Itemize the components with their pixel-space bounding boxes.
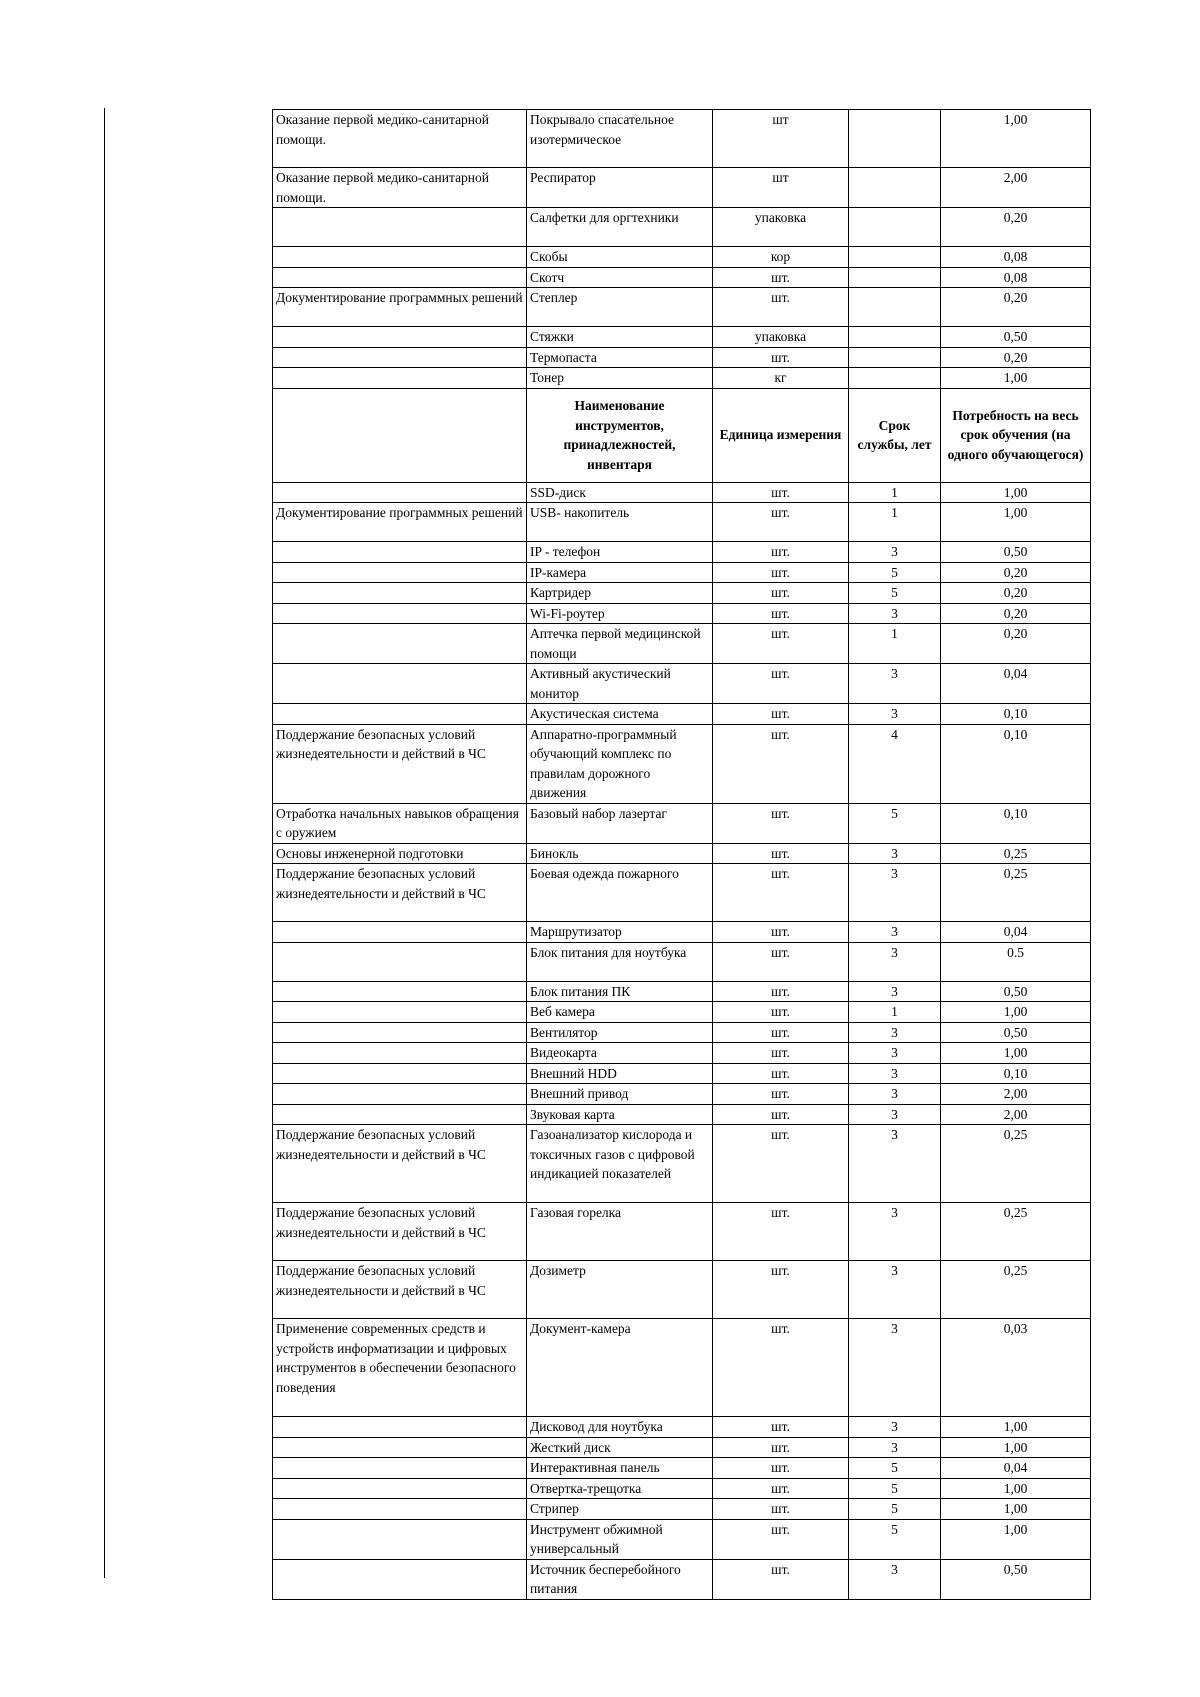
unit-cell: шт. [713, 942, 849, 981]
term-cell: 3 [849, 704, 941, 725]
quantity-cell: 0,25 [941, 1125, 1091, 1203]
table-row [273, 542, 1091, 563]
term-cell: 3 [849, 1063, 941, 1084]
subject-cell [273, 624, 527, 664]
table-row [273, 1261, 1091, 1319]
unit-cell: шт. [713, 724, 849, 803]
subject-cell: Применение современных средств и устройств информатизации и цифровых инструментов в обеспечении безопасного поведения [273, 1319, 527, 1417]
subject-cell [273, 368, 527, 389]
table-row [273, 1002, 1091, 1023]
quantity-cell: 0,20 [941, 208, 1091, 247]
quantity-cell: 1,00 [941, 1499, 1091, 1520]
term-cell: 3 [849, 1043, 941, 1064]
unit-cell: шт. [713, 1519, 849, 1559]
header-term-cell: Срок службы, лет [849, 388, 941, 482]
unit-cell: шт. [713, 843, 849, 864]
term-cell: 3 [849, 843, 941, 864]
unit-cell: упаковка [713, 327, 849, 348]
subject-cell [273, 1437, 527, 1458]
unit-cell: шт. [713, 1084, 849, 1105]
table-row [273, 347, 1091, 368]
unit-cell: шт. [713, 1125, 849, 1203]
term-cell: 3 [849, 1203, 941, 1261]
header-empty-cell [273, 388, 527, 482]
unit-cell: шт. [713, 288, 849, 327]
item-name-cell: Термопаста [527, 347, 713, 368]
subject-cell [273, 603, 527, 624]
subject-cell [273, 347, 527, 368]
subject-cell: Оказание первой медико-санитарной помощи. [273, 168, 527, 208]
item-name-cell: Активный акустический монитор [527, 664, 713, 704]
subject-cell [273, 267, 527, 288]
item-name-cell: USB- накопитель [527, 503, 713, 542]
item-name-cell: Внешний привод [527, 1084, 713, 1105]
item-name-cell: Тонер [527, 368, 713, 389]
table-row [273, 1478, 1091, 1499]
subject-cell [273, 1499, 527, 1520]
term-cell: 5 [849, 1458, 941, 1479]
quantity-cell: 0,08 [941, 267, 1091, 288]
item-name-cell: SSD-диск [527, 482, 713, 503]
table-row [273, 110, 1091, 168]
subject-cell [273, 981, 527, 1002]
unit-cell: шт. [713, 1319, 849, 1417]
quantity-cell: 1,00 [941, 110, 1091, 168]
term-cell: 3 [849, 1319, 941, 1417]
term-cell [849, 110, 941, 168]
unit-cell: шт. [713, 664, 849, 704]
subject-cell [273, 704, 527, 725]
item-name-cell: Дозиметр [527, 1261, 713, 1319]
term-cell: 3 [849, 1417, 941, 1438]
table-row [273, 368, 1091, 389]
term-cell: 3 [849, 1437, 941, 1458]
quantity-cell: 1,00 [941, 1437, 1091, 1458]
item-name-cell: Интерактивная панель [527, 1458, 713, 1479]
quantity-cell: 0,04 [941, 664, 1091, 704]
term-cell: 3 [849, 1559, 941, 1599]
subject-cell [273, 542, 527, 563]
quantity-cell: 0,50 [941, 327, 1091, 348]
unit-cell: шт. [713, 803, 849, 843]
unit-cell: шт. [713, 1437, 849, 1458]
quantity-cell: 0,50 [941, 981, 1091, 1002]
term-cell: 3 [849, 603, 941, 624]
term-cell: 3 [849, 1022, 941, 1043]
unit-cell: шт. [713, 981, 849, 1002]
table-header-row [273, 388, 1091, 482]
table-row [273, 803, 1091, 843]
term-cell: 5 [849, 803, 941, 843]
subject-cell: Поддержание безопасных условий жизнедеятельности и действий в ЧС [273, 864, 527, 922]
quantity-cell: 2,00 [941, 168, 1091, 208]
unit-cell: шт. [713, 583, 849, 604]
subject-cell: Поддержание безопасных условий жизнедеятельности и действий в ЧС [273, 1203, 527, 1261]
subject-cell [273, 1002, 527, 1023]
unit-cell: шт. [713, 1478, 849, 1499]
table-row [273, 503, 1091, 542]
item-name-cell: Боевая одежда пожарного [527, 864, 713, 922]
term-cell [849, 267, 941, 288]
unit-cell: шт. [713, 1417, 849, 1438]
table-row [273, 1319, 1091, 1417]
subject-cell [273, 208, 527, 247]
table-row [273, 1437, 1091, 1458]
quantity-cell: 0,08 [941, 247, 1091, 268]
term-cell: 3 [849, 542, 941, 563]
table-row [273, 724, 1091, 803]
item-name-cell: Аппаратно-программный обучающий комплекс по правилам дорожного движения [527, 724, 713, 803]
subject-cell: Основы инженерной подготовки [273, 843, 527, 864]
term-cell: 1 [849, 624, 941, 664]
item-name-cell: Блок питания ПК [527, 981, 713, 1002]
subject-cell: Документирование программных решений [273, 288, 527, 327]
table-row [273, 1022, 1091, 1043]
term-cell: 1 [849, 503, 941, 542]
item-name-cell: Салфетки для оргтехники [527, 208, 713, 247]
table-row [273, 168, 1091, 208]
item-name-cell: Базовый набор лазертаг [527, 803, 713, 843]
table-row [273, 1203, 1091, 1261]
quantity-cell: 0,20 [941, 624, 1091, 664]
unit-cell: шт. [713, 1063, 849, 1084]
unit-cell: шт. [713, 624, 849, 664]
subject-cell [273, 664, 527, 704]
item-name-cell: Газоанализатор кислорода и токсичных газов с цифровой индикацией показателей [527, 1125, 713, 1203]
quantity-cell: 0,25 [941, 1261, 1091, 1319]
quantity-cell: 0,20 [941, 603, 1091, 624]
quantity-cell: 0,20 [941, 347, 1091, 368]
subject-cell [273, 1458, 527, 1479]
table-row [273, 327, 1091, 348]
subject-cell [273, 1104, 527, 1125]
quantity-cell: 0,25 [941, 864, 1091, 922]
subject-cell: Документирование программных решений [273, 503, 527, 542]
table-row [273, 1063, 1091, 1084]
unit-cell: шт. [713, 1261, 849, 1319]
quantity-cell: 1,00 [941, 1417, 1091, 1438]
quantity-cell: 0,10 [941, 704, 1091, 725]
quantity-cell: 0,25 [941, 1203, 1091, 1261]
term-cell: 3 [849, 664, 941, 704]
term-cell: 3 [849, 1104, 941, 1125]
unit-cell: кор [713, 247, 849, 268]
table-row [273, 267, 1091, 288]
item-name-cell: Бинокль [527, 843, 713, 864]
term-cell: 5 [849, 562, 941, 583]
table-row [273, 288, 1091, 327]
table-row [273, 208, 1091, 247]
subject-cell [273, 1519, 527, 1559]
table-row [273, 1458, 1091, 1479]
item-name-cell: Жесткий диск [527, 1437, 713, 1458]
term-cell [849, 347, 941, 368]
unit-cell: шт. [713, 922, 849, 943]
quantity-cell: 1,00 [941, 1519, 1091, 1559]
equipment-table [272, 109, 1091, 1600]
subject-cell [273, 482, 527, 503]
term-cell: 3 [849, 922, 941, 943]
quantity-cell: 1,00 [941, 503, 1091, 542]
subject-cell: Поддержание безопасных условий жизнедеятельности и действий в ЧС [273, 724, 527, 803]
item-name-cell: Внешний HDD [527, 1063, 713, 1084]
unit-cell: шт. [713, 603, 849, 624]
unit-cell: шт [713, 168, 849, 208]
table-row [273, 922, 1091, 943]
term-cell: 1 [849, 482, 941, 503]
table-row [273, 704, 1091, 725]
unit-cell: шт. [713, 1022, 849, 1043]
unit-cell: шт. [713, 1104, 849, 1125]
item-name-cell: Стяжки [527, 327, 713, 348]
unit-cell: шт. [713, 1458, 849, 1479]
term-cell: 1 [849, 1002, 941, 1023]
term-cell: 5 [849, 1519, 941, 1559]
quantity-cell: 1,00 [941, 482, 1091, 503]
unit-cell: шт. [713, 864, 849, 922]
term-cell [849, 327, 941, 348]
unit-cell: шт. [713, 482, 849, 503]
subject-cell [273, 1043, 527, 1064]
quantity-cell: 0,04 [941, 922, 1091, 943]
unit-cell: шт. [713, 704, 849, 725]
item-name-cell: Wi-Fi-роутер [527, 603, 713, 624]
table-row [273, 1417, 1091, 1438]
subject-cell [273, 247, 527, 268]
left-margin-line [104, 108, 105, 1578]
item-name-cell: Веб камера [527, 1002, 713, 1023]
quantity-cell: 0,50 [941, 542, 1091, 563]
header-unit-cell: Единица измерения [713, 388, 849, 482]
unit-cell: шт. [713, 562, 849, 583]
quantity-cell: 0,04 [941, 1458, 1091, 1479]
subject-cell [273, 942, 527, 981]
quantity-cell: 0,03 [941, 1319, 1091, 1417]
quantity-cell: 0,20 [941, 288, 1091, 327]
item-name-cell: Вентилятор [527, 1022, 713, 1043]
subject-cell [273, 922, 527, 943]
quantity-cell: 0,10 [941, 803, 1091, 843]
subject-cell [273, 327, 527, 348]
term-cell [849, 247, 941, 268]
term-cell [849, 288, 941, 327]
table-row [273, 942, 1091, 981]
subject-cell [273, 1063, 527, 1084]
quantity-cell: 2,00 [941, 1084, 1091, 1105]
table-row [273, 864, 1091, 922]
quantity-cell: 1,00 [941, 368, 1091, 389]
term-cell: 3 [849, 864, 941, 922]
item-name-cell: Документ-камера [527, 1319, 713, 1417]
item-name-cell: Маршрутизатор [527, 922, 713, 943]
term-cell: 3 [849, 942, 941, 981]
subject-cell [273, 1084, 527, 1105]
item-name-cell: Степлер [527, 288, 713, 327]
item-name-cell: Стрипер [527, 1499, 713, 1520]
term-cell [849, 368, 941, 389]
table-row [273, 1104, 1091, 1125]
term-cell: 5 [849, 1499, 941, 1520]
item-name-cell: Источник бесперебойного питания [527, 1559, 713, 1599]
table-row [273, 843, 1091, 864]
header-name-cell: Наименование инструментов, принадлежностей, инвентаря [527, 388, 713, 482]
term-cell [849, 168, 941, 208]
quantity-cell: 0,50 [941, 1022, 1091, 1043]
term-cell: 5 [849, 583, 941, 604]
subject-cell [273, 1478, 527, 1499]
quantity-cell: 1,00 [941, 1478, 1091, 1499]
table-row [273, 1084, 1091, 1105]
quantity-cell: 1,00 [941, 1043, 1091, 1064]
term-cell [849, 208, 941, 247]
quantity-cell: 0,25 [941, 843, 1091, 864]
quantity-cell: 0,10 [941, 724, 1091, 803]
subject-cell: Поддержание безопасных условий жизнедеятельности и действий в ЧС [273, 1125, 527, 1203]
unit-cell: шт. [713, 1043, 849, 1064]
table-row [273, 624, 1091, 664]
item-name-cell: Звуковая карта [527, 1104, 713, 1125]
unit-cell: шт. [713, 1203, 849, 1261]
item-name-cell: Покрывало спасательное изотермическое [527, 110, 713, 168]
table-row [273, 1499, 1091, 1520]
item-name-cell: Газовая горелка [527, 1203, 713, 1261]
term-cell: 4 [849, 724, 941, 803]
quantity-cell: 0,10 [941, 1063, 1091, 1084]
subject-cell: Отработка начальных навыков обращения с оружием [273, 803, 527, 843]
item-name-cell: Отвертка-трещотка [527, 1478, 713, 1499]
item-name-cell: IP-камера [527, 562, 713, 583]
term-cell: 3 [849, 981, 941, 1002]
table-row [273, 981, 1091, 1002]
unit-cell: кг [713, 368, 849, 389]
table-row [273, 1125, 1091, 1203]
subject-cell [273, 562, 527, 583]
item-name-cell: IP - телефон [527, 542, 713, 563]
table-row [273, 247, 1091, 268]
table-row [273, 1519, 1091, 1559]
subject-cell [273, 583, 527, 604]
table-row [273, 664, 1091, 704]
item-name-cell: Видеокарта [527, 1043, 713, 1064]
subject-cell [273, 1559, 527, 1599]
unit-cell: шт [713, 110, 849, 168]
quantity-cell: 0,20 [941, 583, 1091, 604]
unit-cell: шт. [713, 267, 849, 288]
item-name-cell: Дисковод для ноутбука [527, 1417, 713, 1438]
item-name-cell: Скотч [527, 267, 713, 288]
quantity-cell: 0.5 [941, 942, 1091, 981]
table-row [273, 482, 1091, 503]
unit-cell: шт. [713, 1559, 849, 1599]
item-name-cell: Скобы [527, 247, 713, 268]
unit-cell: шт. [713, 347, 849, 368]
table-row [273, 1559, 1091, 1599]
table-row [273, 562, 1091, 583]
item-name-cell: Аптечка первой медицинской помощи [527, 624, 713, 664]
unit-cell: шт. [713, 1002, 849, 1023]
unit-cell: шт. [713, 542, 849, 563]
quantity-cell: 0,20 [941, 562, 1091, 583]
term-cell: 3 [849, 1084, 941, 1105]
unit-cell: шт. [713, 503, 849, 542]
subject-cell [273, 1022, 527, 1043]
quantity-cell: 1,00 [941, 1002, 1091, 1023]
table-row [273, 583, 1091, 604]
item-name-cell: Инструмент обжимной универсальный [527, 1519, 713, 1559]
term-cell: 3 [849, 1125, 941, 1203]
term-cell: 3 [849, 1261, 941, 1319]
unit-cell: упаковка [713, 208, 849, 247]
quantity-cell: 2,00 [941, 1104, 1091, 1125]
term-cell: 5 [849, 1478, 941, 1499]
table-row [273, 603, 1091, 624]
quantity-cell: 0,50 [941, 1559, 1091, 1599]
table-row [273, 1043, 1091, 1064]
subject-cell: Поддержание безопасных условий жизнедеятельности и действий в ЧС [273, 1261, 527, 1319]
subject-cell [273, 1417, 527, 1438]
subject-cell: Оказание первой медико-санитарной помощи. [273, 110, 527, 168]
item-name-cell: Респиратор [527, 168, 713, 208]
unit-cell: шт. [713, 1499, 849, 1520]
item-name-cell: Картридер [527, 583, 713, 604]
item-name-cell: Блок питания для ноутбука [527, 942, 713, 981]
header-need-cell: Потребность на весь срок обучения (на одного обучающегося) [941, 388, 1091, 482]
item-name-cell: Акустическая система [527, 704, 713, 725]
